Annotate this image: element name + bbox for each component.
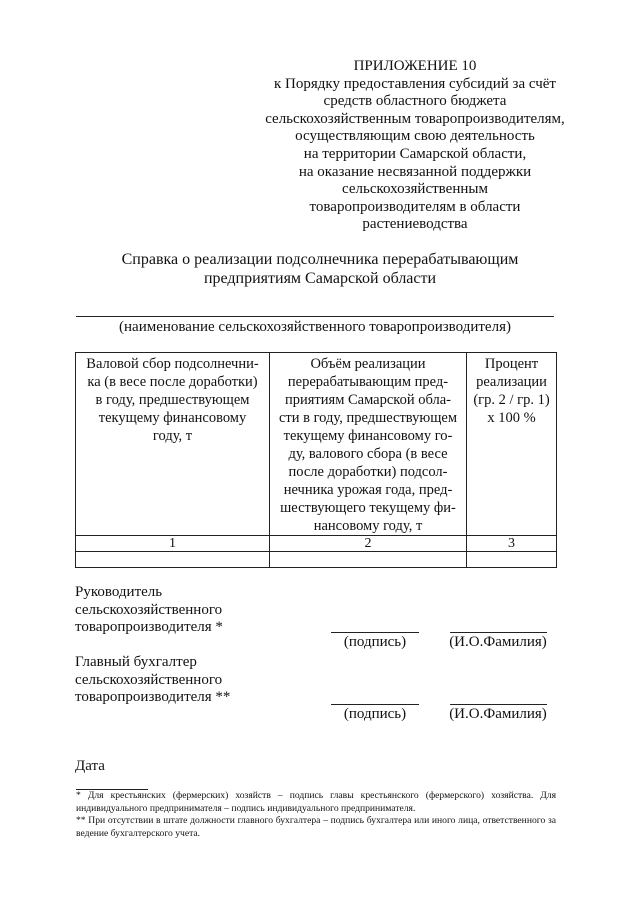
appendix-line: сельскохозяйственным <box>342 181 488 198</box>
table-row <box>76 552 557 568</box>
head-title-line: сельскохозяйственного <box>75 601 223 618</box>
table-header-gross-harvest: Валовой сбор подсолнечни- ка (в весе после доработки) в году, предшествующем текущему финансовому году, т <box>76 353 270 536</box>
head-signature-line[interactable] <box>331 632 419 633</box>
accountant-signature-line[interactable] <box>331 704 419 705</box>
accountant-signature-block <box>75 654 230 707</box>
column-number: 1 <box>76 536 270 552</box>
head-name-line[interactable] <box>450 632 547 633</box>
date-label: Дата <box>75 758 105 774</box>
accountant-signature-label: (подпись) <box>343 706 407 722</box>
sales-table <box>75 352 557 568</box>
accountant-name-label: (И.О.Фамилия) <box>449 706 547 722</box>
head-name-label: (И.О.Фамилия) <box>449 634 547 650</box>
table-cell-sales-percent[interactable] <box>467 552 557 568</box>
appendix-line: на оказание несвязанной поддержки <box>298 163 532 180</box>
appendix-line: товаропроизводителям в области <box>309 198 521 215</box>
accountant-title-line: Главный бухгалтер <box>75 654 197 670</box>
head-title-line: Руководитель <box>75 584 163 600</box>
table-column-number-row <box>76 536 557 552</box>
document-title-line-1: Справка о реализации подсолнечника перерабатывающим <box>121 251 519 268</box>
footnotes <box>76 790 556 840</box>
table-header-sales-volume: Объём реализации перерабатывающим пред- приятиям Самарской обла- сти в году, предшествующем текущему финансовому го- ду, валового сбора (в весе после доработки) подсол- нечника урожая года, пред- шествующего текущему фи- нансовому году, т <box>270 353 467 536</box>
document-title-line-2: предприятиям Самарской области <box>203 270 437 287</box>
head-signature-label: (подпись) <box>343 634 407 650</box>
appendix-title: ПРИЛОЖЕНИЕ 10 <box>353 58 477 74</box>
producer-name-caption: (наименование сельскохозяйственного товаропроизводителя) <box>119 319 511 335</box>
appendix-line: на территории Самарской области, <box>303 145 527 162</box>
table-header-sales-percent: Процент реализации (гр. 2 / гр. 1) х 100 % <box>467 353 557 536</box>
appendix-header <box>230 58 600 234</box>
appendix-line: растениеводства <box>362 216 468 233</box>
appendix-line: сельскохозяйственным товаропроизводителям, <box>265 110 565 127</box>
accountant-name-line[interactable] <box>450 704 547 705</box>
head-signature-block <box>75 584 223 637</box>
table-cell-sales-volume[interactable] <box>270 552 467 568</box>
accountant-title-line: товаропроизводителя ** <box>75 689 231 705</box>
accountant-title-line: сельскохозяйственного <box>75 671 223 688</box>
head-title-line: товаропроизводителя * <box>75 619 223 635</box>
footnote-1: * Для крестьянских (фермерских) хозяйств – подпись главы крестьянского (фермерского) хозяйства. Для индивидуального предпринимателя – подпись индивидуального предпринимателя. <box>76 790 556 814</box>
table-header-row <box>76 353 557 536</box>
appendix-line: средств областного бюджета <box>323 93 507 110</box>
table-cell-gross-harvest[interactable] <box>76 552 270 568</box>
footnote-2: ** При отсутствии в штате должности главного бухгалтера – подпись бухгалтера или иного лица, ответственного за ведение бухгалтерского учета. <box>76 815 556 839</box>
appendix-line: к Порядку предоставления субсидий за счёт <box>274 75 556 92</box>
column-number: 2 <box>270 536 467 552</box>
producer-name-line[interactable] <box>76 316 554 317</box>
document-title <box>100 250 540 288</box>
appendix-line: осуществляющим свою деятельность <box>295 128 535 145</box>
column-number: 3 <box>467 536 557 552</box>
